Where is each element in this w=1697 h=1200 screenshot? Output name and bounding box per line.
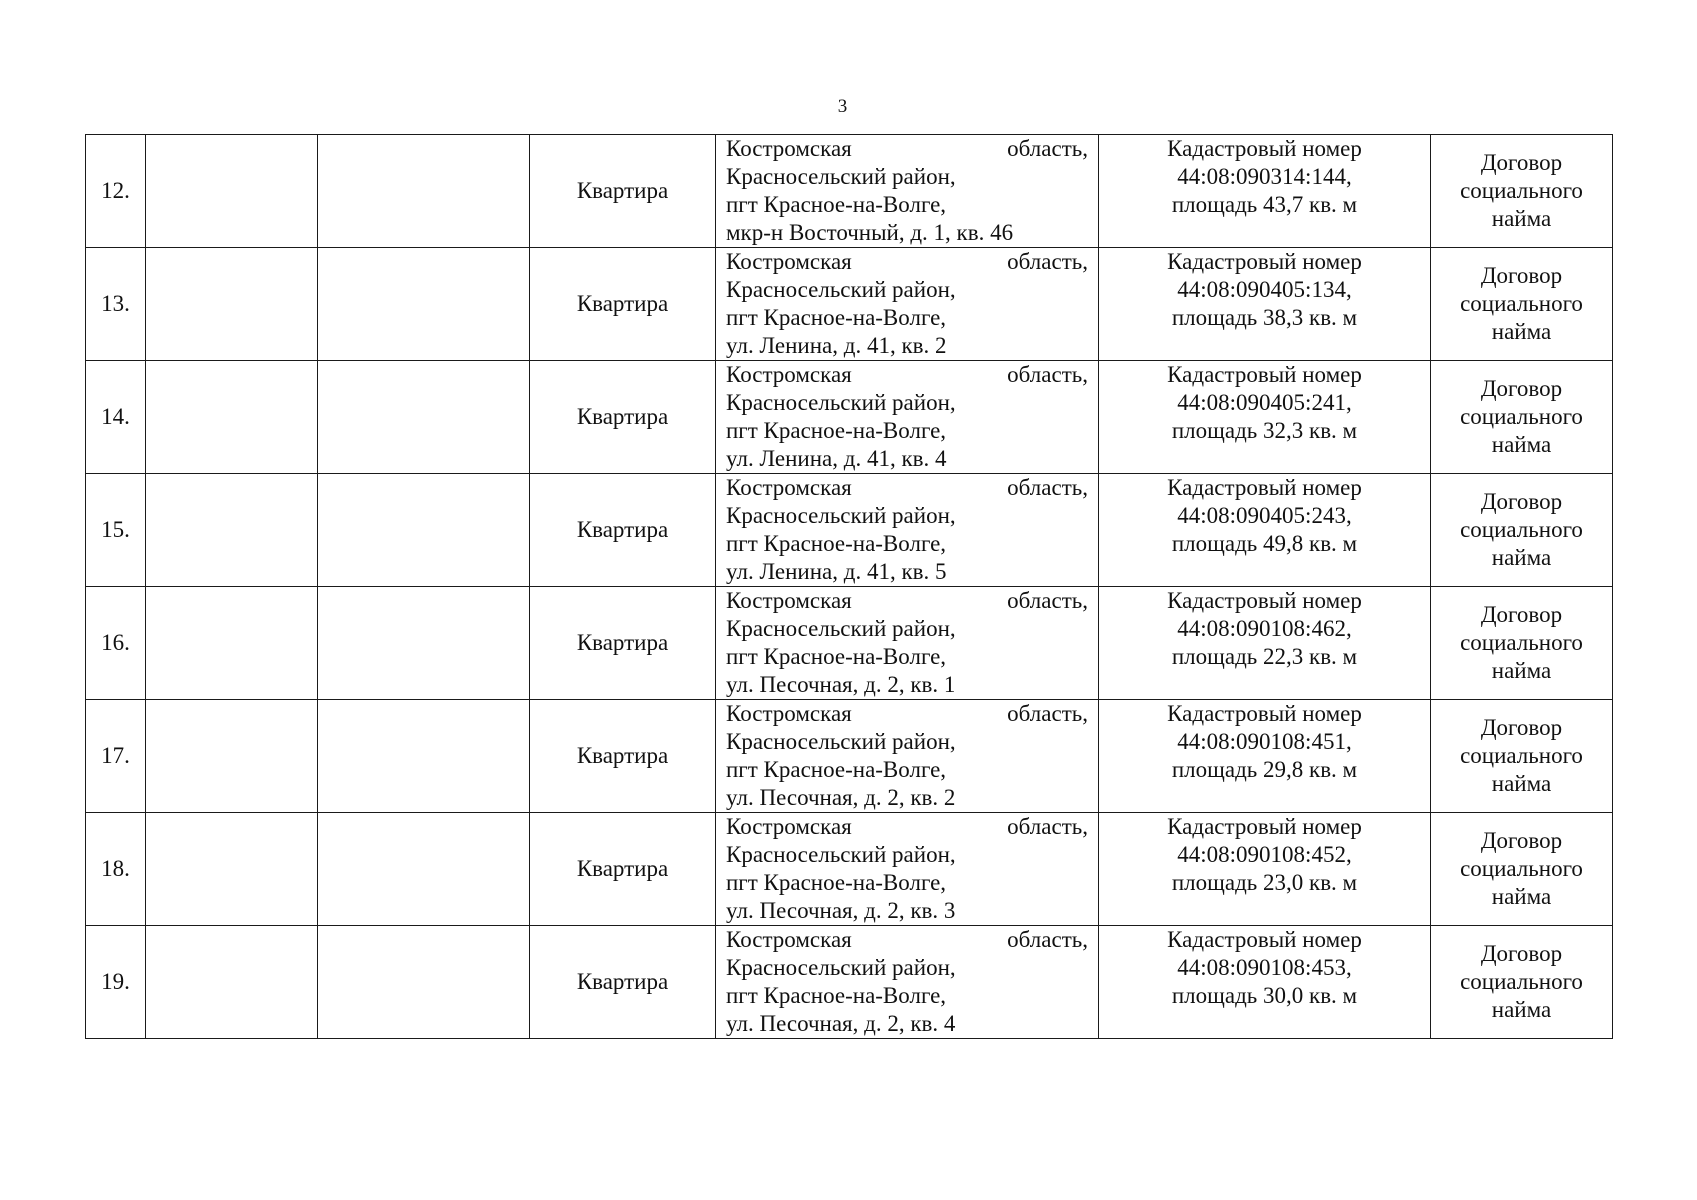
table-row	[86, 587, 1613, 700]
row-number-cell	[86, 248, 146, 361]
address-region-suffix: область,	[1007, 249, 1088, 274]
address-district: Красносельский район,	[726, 955, 956, 980]
cadastral-label: Кадастровый номер	[1167, 927, 1362, 952]
address-settlement: пгт Красное-на-Волге,	[726, 870, 947, 895]
address-line-region	[726, 926, 1088, 954]
cadastral-area: площадь 29,8 кв. м	[1171, 757, 1358, 782]
object-type-cell	[530, 361, 716, 474]
cadastral-label: Кадастровый номер	[1167, 249, 1362, 274]
basis-line-2: социального	[1460, 178, 1583, 203]
address-region-suffix: область,	[1007, 475, 1088, 500]
address-district: Красносельский район,	[726, 503, 956, 528]
cadastral-area: площадь 43,7 кв. м	[1171, 192, 1358, 217]
table-row	[86, 135, 1613, 248]
basis-cell	[1431, 135, 1613, 248]
basis-cell	[1431, 587, 1613, 700]
object-type: Квартира	[576, 291, 669, 316]
address-cell	[716, 813, 1099, 926]
empty-cell-details	[318, 926, 530, 1039]
object-type: Квартира	[576, 969, 669, 994]
row-number-cell	[86, 700, 146, 813]
basis-line-2: социального	[1460, 517, 1583, 542]
basis-line-1: Договор	[1480, 715, 1563, 740]
empty-cell-details	[318, 474, 530, 587]
address-cell	[716, 474, 1099, 587]
row-number: 17.	[101, 743, 130, 768]
address-street: ул. Ленина, д. 41, кв. 5	[726, 559, 947, 584]
basis-line-2: социального	[1460, 291, 1583, 316]
table-row	[86, 813, 1613, 926]
cadastral-cell	[1099, 474, 1431, 587]
basis-line-2: социального	[1460, 856, 1583, 881]
empty-cell-owner	[146, 361, 318, 474]
property-table	[85, 134, 1613, 1039]
address-district: Красносельский район,	[726, 390, 956, 415]
cadastral-area: площадь 30,0 кв. м	[1171, 983, 1358, 1008]
empty-cell-details	[318, 700, 530, 813]
basis-line-3: найма	[1491, 545, 1552, 570]
cadastral-number: 44:08:090405:134,	[1177, 277, 1352, 302]
cadastral-label: Кадастровый номер	[1167, 588, 1362, 613]
cadastral-cell	[1099, 135, 1431, 248]
address-line-region	[726, 361, 1088, 389]
address-line-region	[726, 813, 1088, 841]
address-cell	[716, 248, 1099, 361]
address-street: ул. Ленина, д. 41, кв. 2	[726, 333, 947, 358]
object-type-cell	[530, 700, 716, 813]
address-settlement: пгт Красное-на-Волге,	[726, 757, 947, 782]
cadastral-area: площадь 23,0 кв. м	[1171, 870, 1358, 895]
cadastral-label: Кадастровый номер	[1167, 136, 1362, 161]
address-cell	[716, 700, 1099, 813]
row-number-cell	[86, 135, 146, 248]
address-region: Костромская	[726, 588, 852, 613]
cadastral-number: 44:08:090405:241,	[1177, 390, 1352, 415]
address-region-suffix: область,	[1007, 701, 1088, 726]
address-district: Красносельский район,	[726, 164, 956, 189]
basis-line-1: Договор	[1480, 602, 1563, 627]
address-line-region	[726, 474, 1088, 502]
address-cell	[716, 587, 1099, 700]
empty-cell-owner	[146, 474, 318, 587]
cadastral-cell	[1099, 700, 1431, 813]
basis-line-3: найма	[1491, 206, 1552, 231]
basis-cell	[1431, 248, 1613, 361]
basis-cell	[1431, 361, 1613, 474]
address-settlement: пгт Красное-на-Волге,	[726, 644, 947, 669]
cadastral-cell	[1099, 926, 1431, 1039]
row-number-cell	[86, 361, 146, 474]
table-row	[86, 474, 1613, 587]
address-cell	[716, 361, 1099, 474]
address-street: ул. Песочная, д. 2, кв. 2	[726, 785, 956, 810]
page-number-text: 3	[837, 96, 848, 117]
object-type-cell	[530, 926, 716, 1039]
address-line-region	[726, 700, 1088, 728]
cadastral-number: 44:08:090108:451,	[1177, 729, 1352, 754]
basis-line-1: Договор	[1480, 150, 1563, 175]
cadastral-cell	[1099, 248, 1431, 361]
address-district: Красносельский район,	[726, 842, 956, 867]
row-number-cell	[86, 474, 146, 587]
empty-cell-owner	[146, 248, 318, 361]
cadastral-label: Кадастровый номер	[1167, 701, 1362, 726]
row-number: 12.	[101, 178, 130, 203]
cadastral-area: площадь 49,8 кв. м	[1171, 531, 1358, 556]
basis-line-2: социального	[1460, 630, 1583, 655]
basis-line-3: найма	[1491, 319, 1552, 344]
row-number: 19.	[101, 969, 130, 994]
row-number: 14.	[101, 404, 130, 429]
object-type: Квартира	[576, 404, 669, 429]
basis-line-3: найма	[1491, 658, 1552, 683]
basis-line-1: Договор	[1480, 828, 1563, 853]
empty-cell-details	[318, 135, 530, 248]
object-type: Квартира	[576, 856, 669, 881]
basis-line-2: социального	[1460, 743, 1583, 768]
address-cell	[716, 926, 1099, 1039]
basis-cell	[1431, 926, 1613, 1039]
empty-cell-owner	[146, 700, 318, 813]
address-district: Красносельский район,	[726, 729, 956, 754]
address-region-suffix: область,	[1007, 814, 1088, 839]
object-type-cell	[530, 248, 716, 361]
address-street: ул. Песочная, д. 2, кв. 3	[726, 898, 956, 923]
object-type: Квартира	[576, 743, 669, 768]
empty-cell-details	[318, 813, 530, 926]
cadastral-number: 44:08:090108:453,	[1177, 955, 1352, 980]
object-type-cell	[530, 587, 716, 700]
cadastral-label: Кадастровый номер	[1167, 475, 1362, 500]
cadastral-number: 44:08:090314:144,	[1177, 164, 1352, 189]
empty-cell-owner	[146, 587, 318, 700]
address-district: Красносельский район,	[726, 616, 956, 641]
address-region-suffix: область,	[1007, 362, 1088, 387]
object-type-cell	[530, 135, 716, 248]
table-row	[86, 248, 1613, 361]
cadastral-label: Кадастровый номер	[1167, 814, 1362, 839]
cadastral-cell	[1099, 813, 1431, 926]
address-line-region	[726, 135, 1088, 163]
cadastral-area: площадь 22,3 кв. м	[1171, 644, 1358, 669]
cadastral-number: 44:08:090108:452,	[1177, 842, 1352, 867]
address-settlement: пгт Красное-на-Волге,	[726, 418, 947, 443]
basis-line-1: Договор	[1480, 263, 1563, 288]
address-region: Костромская	[726, 475, 852, 500]
basis-cell	[1431, 700, 1613, 813]
row-number: 15.	[101, 517, 130, 542]
address-street: ул. Ленина, д. 41, кв. 4	[726, 446, 947, 471]
address-settlement: пгт Красное-на-Волге,	[726, 305, 947, 330]
address-settlement: пгт Красное-на-Волге,	[726, 983, 947, 1008]
cadastral-area: площадь 38,3 кв. м	[1171, 305, 1358, 330]
empty-cell-details	[318, 248, 530, 361]
address-region: Костромская	[726, 136, 852, 161]
address-cell	[716, 135, 1099, 248]
object-type-cell	[530, 474, 716, 587]
table-row	[86, 926, 1613, 1039]
empty-cell-owner	[146, 926, 318, 1039]
basis-cell	[1431, 813, 1613, 926]
basis-line-3: найма	[1491, 432, 1552, 457]
empty-cell-details	[318, 587, 530, 700]
page-number	[0, 96, 1697, 118]
address-region-suffix: область,	[1007, 588, 1088, 613]
object-type: Квартира	[576, 630, 669, 655]
address-settlement: пгт Красное-на-Волге,	[726, 192, 947, 217]
row-number: 16.	[101, 630, 130, 655]
cadastral-cell	[1099, 587, 1431, 700]
address-street: ул. Песочная, д. 2, кв. 1	[726, 672, 956, 697]
basis-line-2: социального	[1460, 404, 1583, 429]
basis-line-1: Договор	[1480, 376, 1563, 401]
cadastral-cell	[1099, 361, 1431, 474]
empty-cell-owner	[146, 813, 318, 926]
cadastral-label: Кадастровый номер	[1167, 362, 1362, 387]
object-type-cell	[530, 813, 716, 926]
basis-line-3: найма	[1491, 997, 1552, 1022]
basis-line-2: социального	[1460, 969, 1583, 994]
address-settlement: пгт Красное-на-Волге,	[726, 531, 947, 556]
row-number-cell	[86, 813, 146, 926]
address-street: мкр-н Восточный, д. 1, кв. 46	[726, 220, 1014, 245]
object-type: Квартира	[576, 517, 669, 542]
address-region: Костромская	[726, 927, 852, 952]
address-region: Костромская	[726, 249, 852, 274]
basis-line-1: Договор	[1480, 941, 1563, 966]
cadastral-number: 44:08:090108:462,	[1177, 616, 1352, 641]
address-district: Красносельский район,	[726, 277, 956, 302]
basis-line-3: найма	[1491, 771, 1552, 796]
address-street: ул. Песочная, д. 2, кв. 4	[726, 1011, 956, 1036]
basis-line-1: Договор	[1480, 489, 1563, 514]
basis-line-3: найма	[1491, 884, 1552, 909]
property-table-body	[86, 135, 1613, 1039]
cadastral-area: площадь 32,3 кв. м	[1171, 418, 1358, 443]
address-line-region	[726, 587, 1088, 615]
empty-cell-owner	[146, 135, 318, 248]
address-region: Костромская	[726, 362, 852, 387]
address-region-suffix: область,	[1007, 136, 1088, 161]
empty-cell-details	[318, 361, 530, 474]
table-row	[86, 700, 1613, 813]
object-type: Квартира	[576, 178, 669, 203]
address-line-region	[726, 248, 1088, 276]
basis-cell	[1431, 474, 1613, 587]
address-region: Костромская	[726, 701, 852, 726]
table-row	[86, 361, 1613, 474]
address-region: Костромская	[726, 814, 852, 839]
row-number: 18.	[101, 856, 130, 881]
row-number-cell	[86, 587, 146, 700]
row-number-cell	[86, 926, 146, 1039]
cadastral-number: 44:08:090405:243,	[1177, 503, 1352, 528]
address-region-suffix: область,	[1007, 927, 1088, 952]
row-number: 13.	[101, 291, 130, 316]
